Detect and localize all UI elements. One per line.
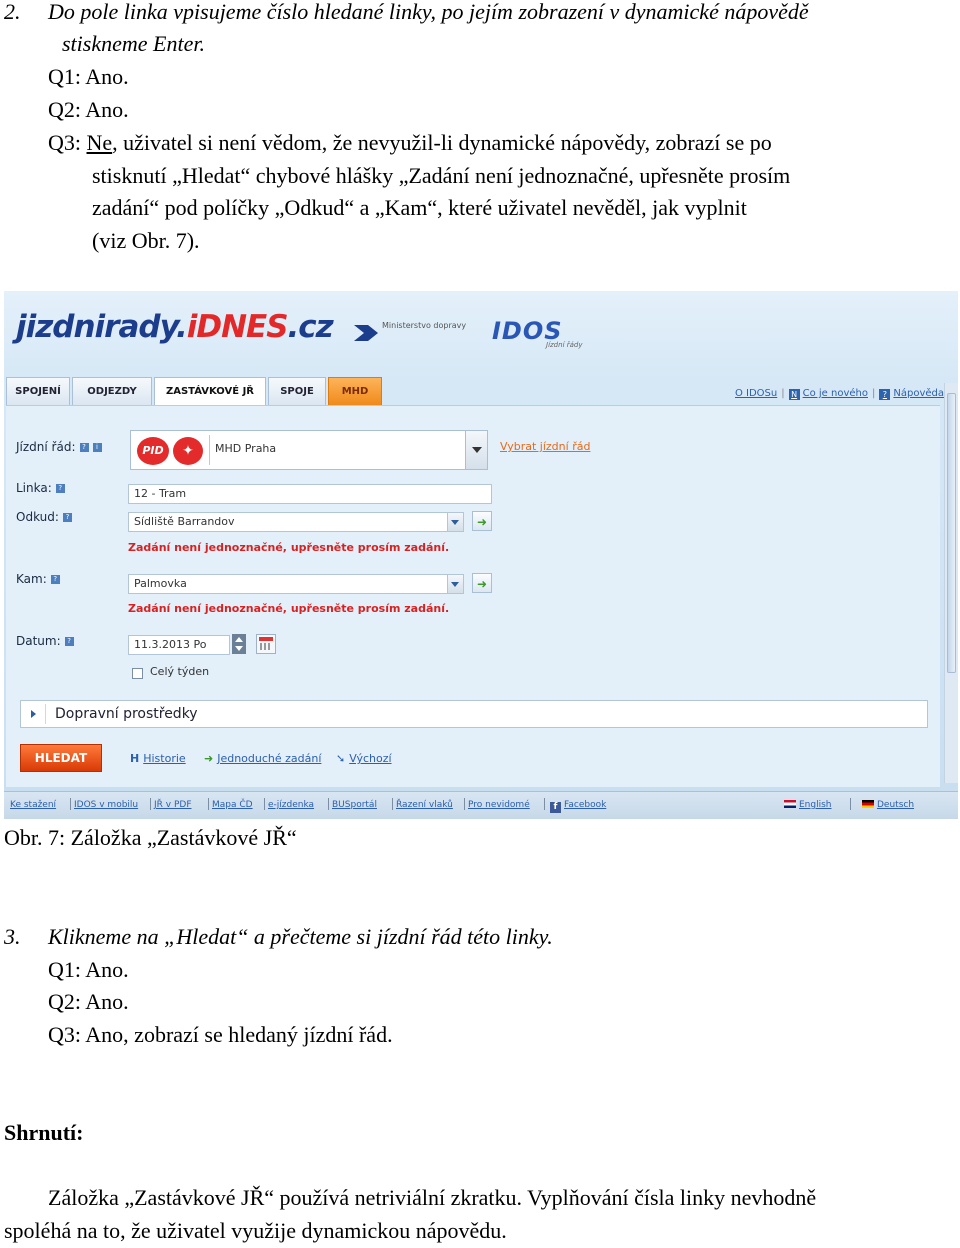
line-label: Linka: ? bbox=[16, 481, 65, 495]
q3-rest: , uživatel si není vědom, že nevyužil-li dynamické nápovědy, zobrazí se po bbox=[112, 130, 772, 155]
item2-q2: Q2: Ano. bbox=[48, 97, 129, 122]
lang-german-link[interactable]: Deutsch bbox=[862, 800, 914, 810]
footer-link-downloads[interactable]: Ke stažení bbox=[10, 800, 57, 810]
item3-q2: Q2: Ano. bbox=[48, 989, 129, 1014]
item2-q1: Q1: Ano. bbox=[48, 64, 129, 89]
top-links: O IDOSu | N Co je nového | ? Nápověda bbox=[734, 388, 944, 399]
pid-logo-icon: PID bbox=[137, 437, 169, 465]
to-value: Palmovka bbox=[134, 577, 187, 590]
from-swap-button[interactable] bbox=[472, 511, 492, 531]
logo-part1: jizdnirady. bbox=[16, 309, 187, 345]
german-flag-icon bbox=[862, 800, 874, 808]
from-error-message: Zadání není jednoznačné, upřesněte prosím zadání. bbox=[128, 541, 450, 554]
history-icon: H bbox=[130, 752, 140, 765]
footer-bar bbox=[4, 791, 958, 819]
reset-arrow-icon: ➘ bbox=[336, 752, 346, 765]
news-icon: N bbox=[789, 389, 800, 400]
line-input[interactable]: 12 - Tram bbox=[128, 484, 492, 504]
footer-link-pdf[interactable]: JŘ v PDF bbox=[154, 800, 192, 810]
footer-link-blind[interactable]: Pro nevidomé bbox=[468, 800, 530, 810]
to-input[interactable] bbox=[128, 574, 464, 594]
facebook-icon: f bbox=[550, 802, 561, 813]
idos-screenshot bbox=[4, 291, 958, 819]
default-link[interactable]: ➘ Výchozí bbox=[336, 752, 392, 765]
scrollbar-thumb[interactable] bbox=[947, 393, 956, 673]
chevron-down-icon bbox=[472, 447, 482, 453]
idos-subtitle: Jízdní řády bbox=[546, 341, 583, 349]
footer-link-busportal[interactable]: BUSportál bbox=[332, 800, 377, 810]
timetable-value: MHD Praha bbox=[215, 442, 277, 455]
item2-q3-line3: zadání“ pod políčky „Odkud“ a „Kam“, které uživatel nevěděl, jak vyplnit bbox=[92, 195, 747, 220]
figure-caption: Obr. 7: Záložka „Zastávkové JŘ“ bbox=[4, 825, 297, 850]
footer-link-map[interactable]: Mapa ČD bbox=[212, 800, 253, 810]
swap-arrow-icon: ➜ bbox=[477, 577, 488, 591]
to-dropdown-button[interactable] bbox=[447, 575, 463, 593]
summary-line2: spoléhá na to, že uživatel využije dynamickou nápovědu. bbox=[4, 1218, 507, 1243]
ministry-arrow-icon bbox=[352, 321, 382, 345]
to-error-message: Zadání není jednoznačné, upřesněte prosím zadání. bbox=[128, 602, 450, 615]
whole-week-label[interactable]: Celý týden bbox=[150, 665, 210, 678]
timetable-select[interactable] bbox=[130, 430, 488, 470]
calendar-icon[interactable] bbox=[256, 634, 276, 654]
info-icon[interactable]: i bbox=[93, 443, 102, 452]
footer-link-mobile[interactable]: IDOS v mobilu bbox=[74, 800, 139, 810]
item2-q3-line4: (viz Obr. 7). bbox=[92, 228, 200, 253]
tab-odjezdy[interactable]: ODJEZDY bbox=[72, 377, 152, 405]
news-link[interactable]: Co je nového bbox=[802, 388, 868, 399]
q3-prefix: Q3: bbox=[48, 130, 87, 155]
from-value: Sídliště Barrandov bbox=[134, 515, 235, 528]
idos-logo: IDOS bbox=[492, 317, 563, 345]
item2-number: 2. bbox=[4, 0, 21, 24]
whole-week-checkbox[interactable] bbox=[132, 668, 143, 679]
item3-q3: Q3: Ano, zobrazí se hledaný jízdní řád. bbox=[48, 1022, 393, 1047]
tab-spojeni[interactable]: SPOJENÍ bbox=[6, 377, 70, 405]
footer-link-eticket[interactable]: e-jízdenka bbox=[268, 800, 315, 810]
summary-heading: Shrnutí: bbox=[4, 1120, 84, 1145]
help-icon[interactable]: ? bbox=[63, 513, 72, 522]
tab-spoje[interactable]: SPOJE bbox=[268, 377, 326, 405]
date-stepper[interactable] bbox=[232, 634, 246, 654]
simple-input-link[interactable]: ➜ Jednoduché zadání bbox=[204, 752, 322, 765]
lang-english-link[interactable]: English bbox=[784, 800, 832, 810]
choose-timetable-link[interactable]: Vybrat jízdní řád bbox=[500, 440, 591, 453]
item3-number: 3. bbox=[4, 924, 21, 949]
search-button[interactable]: HLEDAT bbox=[20, 744, 102, 772]
arrow-right-icon: ➜ bbox=[204, 752, 214, 765]
help-icon[interactable]: ? bbox=[80, 443, 89, 452]
item3-line1: Klikneme na „Hledat“ a přečteme si jízdní řád této linky. bbox=[48, 924, 553, 949]
to-swap-button[interactable] bbox=[472, 573, 492, 593]
logo-part3: .cz bbox=[287, 309, 333, 345]
from-input[interactable] bbox=[128, 512, 464, 532]
item2-q3 bbox=[48, 127, 772, 159]
timetable-dropdown-button[interactable] bbox=[465, 431, 487, 469]
uk-flag-icon bbox=[784, 800, 796, 808]
item2-q3-line2: stisknutí „Hledat“ chybové hlášky „Zadání není jednoznačné, upřesněte prosím bbox=[92, 163, 791, 188]
tab-mhd[interactable]: MHD bbox=[328, 377, 382, 405]
transport-logo-icon: ✦ bbox=[173, 437, 203, 465]
timetable-label: Jízdní řád: ? i bbox=[16, 440, 102, 454]
item2-line1: Do pole linka vpisujeme číslo hledané linky, po jejím zobrazení v dynamické nápovědě bbox=[48, 0, 809, 24]
help-icon[interactable]: ? bbox=[51, 575, 60, 584]
logo-part2: iDNES bbox=[186, 309, 288, 345]
swap-arrow-icon: ➜ bbox=[477, 515, 488, 529]
transport-means-expander[interactable] bbox=[20, 700, 928, 728]
help-icon[interactable]: ? bbox=[65, 637, 74, 646]
q3-ne: Ne bbox=[86, 130, 113, 155]
site-logo[interactable] bbox=[16, 309, 333, 345]
help-icon: ? bbox=[879, 389, 890, 400]
from-label: Odkud: ? bbox=[16, 510, 72, 524]
about-idos-link[interactable]: O IDOSu bbox=[734, 388, 778, 399]
ministry-logo bbox=[352, 319, 472, 349]
chevron-down-icon bbox=[451, 582, 459, 587]
chevron-down-icon bbox=[451, 520, 459, 525]
scrollbar[interactable] bbox=[944, 383, 958, 783]
transport-means-label: Dopravní prostředky bbox=[55, 706, 198, 722]
tab-zastavkove-jr[interactable]: ZASTÁVKOVÉ JŘ bbox=[154, 377, 266, 407]
to-label: Kam: ? bbox=[16, 572, 60, 586]
ministry-text: Ministerstvo dopravy bbox=[382, 321, 467, 330]
help-icon[interactable]: ? bbox=[56, 484, 65, 493]
history-link[interactable]: H Historie bbox=[130, 752, 186, 765]
item3-q1: Q1: Ano. bbox=[48, 957, 129, 982]
search-form bbox=[6, 405, 940, 787]
footer-link-facebook[interactable]: f Facebook bbox=[550, 800, 606, 813]
help-link[interactable]: Nápověda bbox=[893, 388, 944, 399]
from-dropdown-button[interactable] bbox=[447, 513, 463, 531]
footer-link-train-composition[interactable]: Řazení vlaků bbox=[396, 800, 453, 810]
date-input[interactable]: 11.3.2013 Po bbox=[128, 635, 230, 655]
item2-line2: stiskneme Enter. bbox=[62, 31, 205, 56]
chevron-right-icon bbox=[31, 710, 36, 718]
date-label: Datum: ? bbox=[16, 634, 74, 648]
summary-line1: Záložka „Zastávkové JŘ“ používá netriviální zkratku. Vyplňování čísla linky nevhodně bbox=[48, 1185, 817, 1210]
